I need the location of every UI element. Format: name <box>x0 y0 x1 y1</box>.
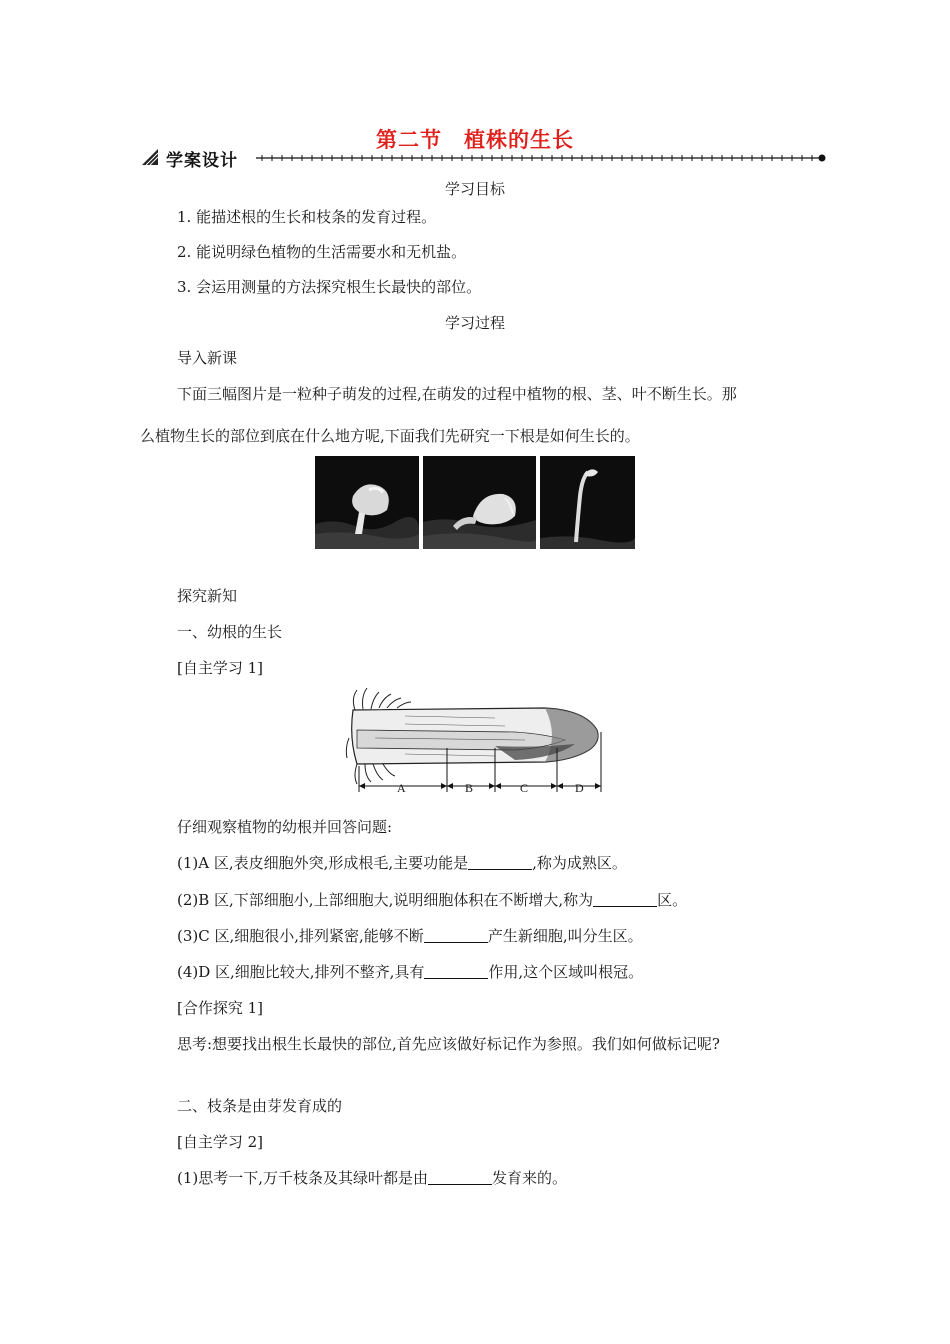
page-title: 第二节 植株的生长 <box>376 128 574 152</box>
question-5-text: (1)思考一下,万千枝条及其绿叶都是由 <box>177 1169 429 1187</box>
self-study-2-label: [自主学习 2] <box>177 1133 264 1151</box>
question-1-text: (1)A 区,表皮细胞外突,形成根毛,主要功能是 <box>177 854 469 872</box>
question-2-suffix: 区。 <box>657 891 688 909</box>
question-4-suffix: 作用,这个区域叫根冠。 <box>488 963 644 981</box>
intro-heading: 导入新课 <box>177 349 238 367</box>
root-tip-illustration <box>345 688 605 798</box>
goals-heading: 学习目标 <box>444 180 505 198</box>
section-1-heading: 一、幼根的生长 <box>177 623 283 641</box>
zone-label-c: C <box>520 781 529 795</box>
explore-heading: 探究新知 <box>177 587 238 605</box>
question-4 <box>177 961 643 982</box>
answer-blank-4[interactable] <box>424 964 488 979</box>
zone-label-b: B <box>465 781 474 795</box>
section-2-heading: 二、枝条是由芽发育成的 <box>177 1097 343 1115</box>
question-1 <box>177 852 627 873</box>
root-tip-diagram <box>345 688 605 798</box>
question-4-text: (4)D 区,细胞比较大,排列不整齐,具有 <box>177 963 425 981</box>
banner-label: 学案设计 <box>166 151 238 171</box>
question-3 <box>177 925 643 946</box>
question-3-text: (3)C 区,细胞很小,排列紧密,能够不断 <box>177 927 424 945</box>
goal-item: 2. 能说明绿色植物的生活需要水和无机盐。 <box>177 243 467 261</box>
think-question: 思考:想要找出根生长最快的部位,首先应该做好标记作为参照。我们如何做标记呢? <box>177 1035 720 1053</box>
question-5 <box>177 1167 567 1188</box>
cooperative-inquiry-1-label: [合作探究 1] <box>177 999 264 1017</box>
seed-germination-photo-2 <box>423 456 536 549</box>
answer-blank-1[interactable] <box>468 855 532 870</box>
answer-blank-2[interactable] <box>593 892 657 907</box>
seed-germination-photo-3 <box>540 456 635 549</box>
goal-item: 3. 会运用测量的方法探究根生长最快的部位。 <box>177 278 482 296</box>
seed-germination-photo-1 <box>315 456 419 549</box>
goal-item: 1. 能描述根的生长和枝条的发育过程。 <box>177 208 437 226</box>
question-2-text: (2)B 区,下部细胞小,上部细胞大,说明细胞体积在不断增大,称为 <box>177 891 594 909</box>
question-intro: 仔细观察植物的幼根并回答问题: <box>177 818 393 836</box>
question-2 <box>177 889 687 910</box>
self-study-1-label: [自主学习 1] <box>177 659 264 677</box>
section-banner <box>140 145 830 169</box>
process-heading: 学习过程 <box>444 314 505 332</box>
zone-label-d: D <box>575 781 584 795</box>
intro-paragraph-line-2: 么植物生长的部位到底在什么地方呢,下面我们先研究一下根是如何生长的。 <box>140 427 640 445</box>
answer-blank-5[interactable] <box>428 1170 492 1185</box>
intro-paragraph-line-1: 下面三幅图片是一粒种子萌发的过程,在萌发的过程中植物的根、茎、叶不断生长。那 <box>177 385 737 403</box>
question-5-suffix: 发育来的。 <box>492 1169 568 1187</box>
question-1-suffix: ,称为成熟区。 <box>532 854 627 872</box>
answer-blank-3[interactable] <box>424 928 488 943</box>
zone-label-a: A <box>397 781 406 795</box>
banner-decoration <box>140 145 830 169</box>
question-3-suffix: 产生新细胞,叫分生区。 <box>487 927 643 945</box>
